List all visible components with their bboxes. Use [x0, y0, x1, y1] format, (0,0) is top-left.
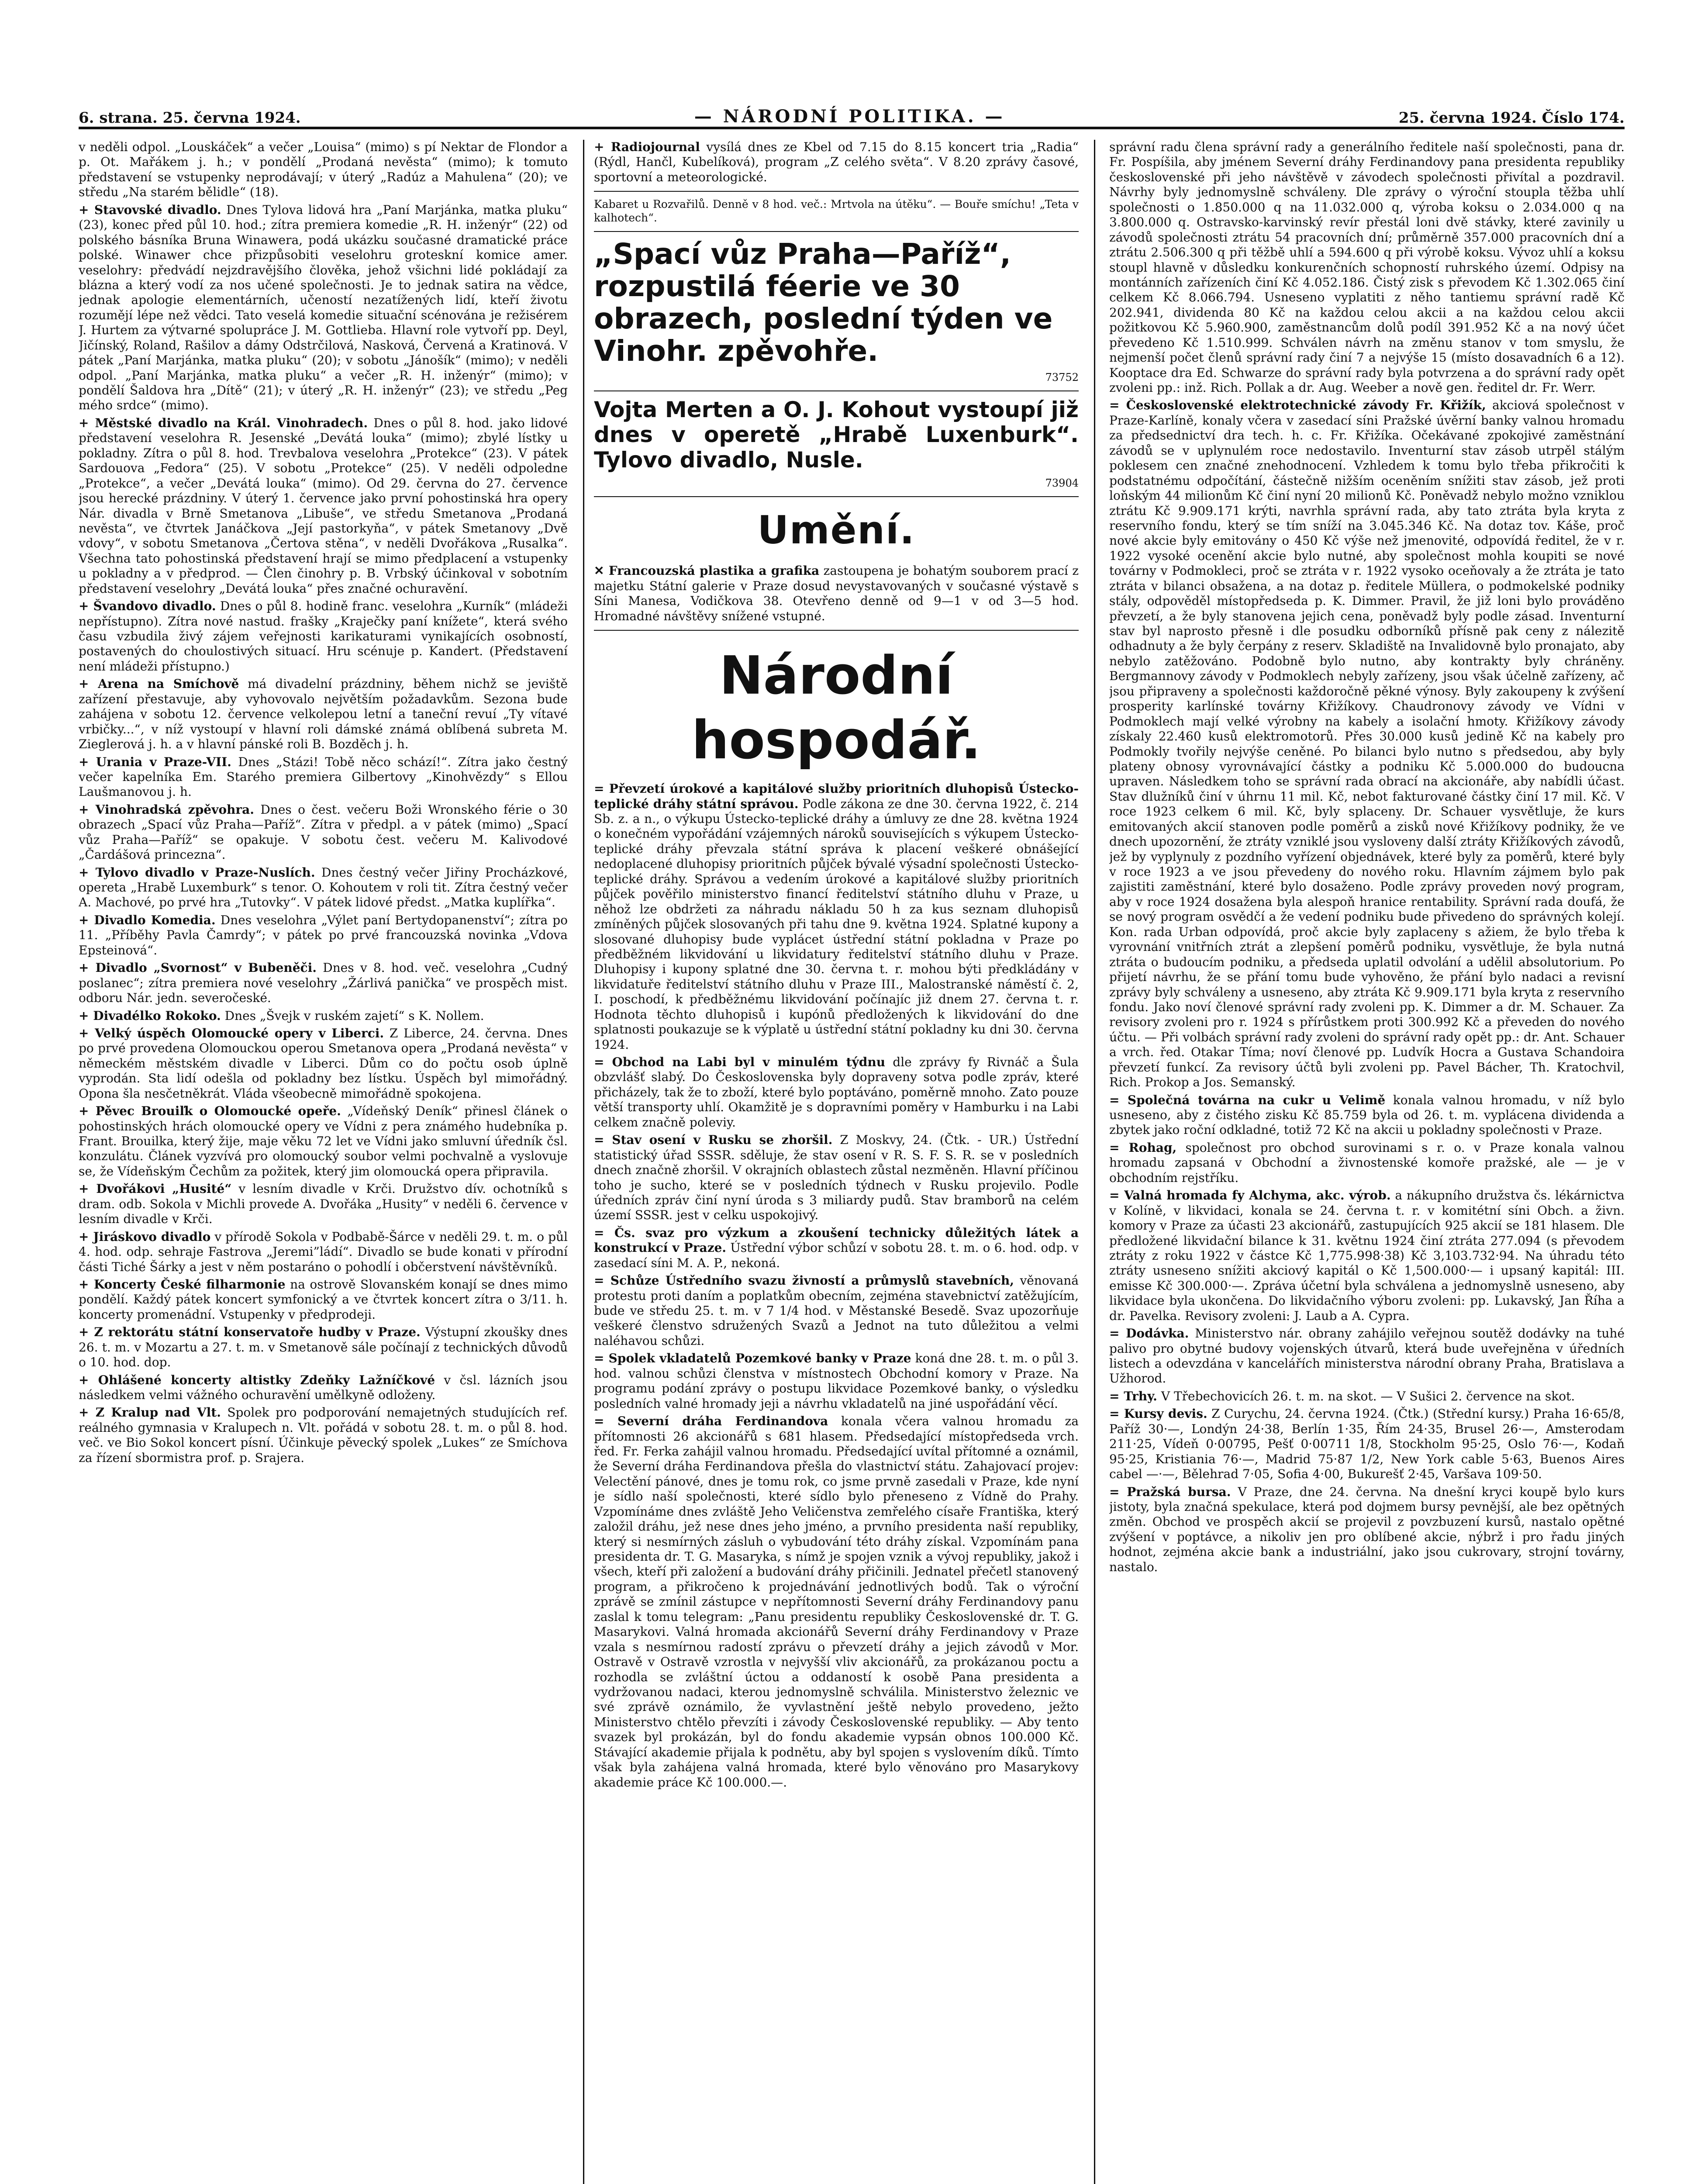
article-text: v čsl. lázních jsou následkem velmi vážného ochuravění umělkyně odloženy.: [79, 1372, 568, 1402]
article-paragraph: [79, 677, 568, 752]
section-title-economy: Národní hospodář.: [691, 645, 981, 771]
article-text: Dnes o půl 8. hodině franc. veselohra „Kurník“ (mládeži nepřístupno). Zítra nové nastud. frašky „Kraječky paní knížete“, která svého času vzbudila živý zájem veřejnosti karikaturami vynikajících osobností, postavených do choulostivých situací. Hru scénuje p. Kandert. (Představení není mládeži přístupno.): [79, 599, 568, 674]
article-paragraph: [79, 1373, 568, 1403]
article-text: a nákupního družstva čs. lékárnictva v Kolíně, v likvidaci, konala se 24. června t. r. v komitétní síni Obch. a živn. komory v Praze za účasti 23 akcionářů, zastupujících 925 akcií se 181 hlasem. Dle předložené likvidační bilance k 31. květnu 1924 činí ztráta 277.094 (s převodem ztráty z roku 1922 v částce Kč 1,775.998·38) Kč 3,103.732·94. Na úhradu této ztráty usneseno snížiti akciový kapitál o Kč 1,500.000·— i upsaný kapitál: III. emisse Kč 300.000·—. Zpráva účetní byla schválena a jednomyslně usneseno, aby likvidace byla ukončena. Do likvidačního výboru zvoleni: pp. Lukavský, Jan Říha a dr. Pavelka. Revisory zvoleni: J. Laub a A. Cypra.: [1109, 1188, 1625, 1323]
section-title-art: Umění.: [757, 507, 915, 553]
article-text: V Třebechovicích 26. t. m. na skot. — V Sušici 2. července na skot.: [1161, 1389, 1575, 1403]
column-economy-continued: [1109, 140, 1625, 2184]
article-text: v přírodě Sokola v Podbabě-Šárce v neděli 29. t. m. o půl 4. hod. odp. sehraje Fastrova „Jeremi”ládí“. Divadlo se bude konati v přírodní části Tiché Šárky a jest v něm postaráno o pohodlí i občerstvení návštěvníků.: [79, 1229, 568, 1274]
article-heading: + Radiojournal: [594, 140, 700, 154]
article-paragraph: [1109, 1406, 1625, 1482]
article-text: Spolek pro podporování nemajetných studujících ref. reálného gymnasia v Kralupech n. Vlt. pořádá v sobotu 28. t. m. o půl 8. hod. več. ve Bio Sokol koncert písní. Účinkuje pěvecký spolek „Lukes“ ze Smíchova za řízení sbormistra prof. p. Srajera.: [79, 1405, 568, 1465]
article-heading: + Pěvec Brouiľk o Olomoucké opeře.: [79, 1104, 341, 1119]
article-heading: + Arena na Smíchově: [79, 677, 239, 691]
column-middle: [594, 140, 1079, 2184]
article-text: správní radu člena správní rady a generálního ředitele naší společnosti, pana dr. Fr. Pospíšila, aby jménem Severní dráhy Ferdinandovy pana presidenta republiky československé při jeho návštěvě v závodech společnosti přivítal a pozdravil. Návrhy byly jednomyslně schváleny. Dle zprávy o výroční stoupla těžba uhlí společnosti o 1.850.000 q na 11.032.000 q, výroba koksu o 2.034.000 q na 3.800.000 q. Ostravsko-karvinský revír přestál loni dvě stávky, které zavinily u závodů společnosti ztrátu 54 pracovních dní; průměrně 357.000 pracovních dní a ztrátu 2.506.300 q při těžbě uhlí a 594.600 q při výrobě koksu. Vývoz uhlí a koksu stoupl hlavně v důsledku konkurenčních schopností ruhrského území. Odpisy na montánních zařízeních činí Kč 4.052.186. Čistý zisk s převodem Kč 1.302.065 činí celkem Kč 8.066.794. Usneseno vyplatiti z něho tantiemu správní radě Kč 202.941, dividenda 80 Kč na každou celou akcii a na každou celou akcii požitkovou Kč 5.960.900, zaměstnancům dolů podíl 391.952 Kč a na nový účet převedeno Kč 1.510.999. Schválen návrh na změnu stanov v tom smyslu, že nejmenší počet členů správní rady činí 7 a nejvýše 15 (místo dosavadních 6 a 12). Kooptace dra Ed. Schwarze do správní rady byla potvrzena a do správní rady opět zvoleni pp.: inž. Rich. Pollak a dr. Aug. Weeber a nově gen. ředitel dr. Fr. Werr.: [1109, 140, 1625, 395]
divider: [594, 630, 1079, 631]
article-heading: = Pražská bursa.: [1109, 1484, 1231, 1499]
article-paragraph: [1109, 1188, 1625, 1324]
article-text: Dnes veselohra „Výlet paní Bertydopanenství“; zítra po 11. „Příběhy Pavla Čamrdy“; v pátek po prvé francouzská novinka „Vdova Epsteinová“.: [79, 912, 568, 957]
article-heading: = Severní dráha Ferdinandova: [594, 1414, 828, 1429]
article-paragraph: [1109, 1140, 1625, 1185]
article-paragraph: [79, 599, 568, 674]
article-text: Z Curychu, 24. června 1924. (Čtk.) (Střední kursy.) Praha 16·65/8, Paříž 30·—, Londýn 24·38, Berlín 1·35, Řím 24·35, Brusel 26·—, Amsterodam 211·25, Vídeň 0·00795, Pešť 0·00711 1/8, Stockholm 95·25, Oslo 76·—, Kodaň 95·25, Kristiania 76·—, Madrid 75·87 1/2, New York cable 5·63, Buenos Aires cabel —·—, Bělehrad 7·05, Sofia 4·00, Bukurešť 2·45, Varšava 109·50.: [1109, 1406, 1625, 1482]
column-rule: [583, 140, 584, 2184]
article-heading: + Urania v Praze-VII.: [79, 754, 231, 769]
article-paragraph: [79, 1104, 568, 1179]
advertisement-operetta: Vojta Merten a O. J. Kohout vystoupí již dnes v operetě „Hrabě Luxenburk“. Tylovo divadlo, Nusle.: [594, 397, 1079, 473]
article-heading: + Vinohradská zpěvohra.: [79, 802, 255, 817]
article-paragraph: [594, 1055, 1079, 1130]
radio-news: [594, 140, 1079, 185]
article-paragraph: [594, 1414, 1079, 1790]
article-text: Podle zákona ze dne 30. června 1922, č. 214 Sb. z. a n., o výkupu Ústecko-teplické dráhy a úmluvy ze dne 28. května 1924 o konečném vypořádání vzájemných nároků souvisejících s výkupem Ústecko-teplické dráhy převzala státní správa k placení veškeré obnášející nedoplacené dluhopisy prioritních půjček bývalé výsadní společnosti Ústecko-teplické dráhy. Správou a vedením úrokové a kapitálové služby prioritních půjček pověřilo ministerstvo financí ředitelství státního dluhu v Praze, u něhož lze obdržeti za náhradu nákladu 50 h za kus seznam dluhopisů zmíněných půjček slosovaných při tahu dne 9. května 1924. Splatné kupony a slosované dluhopisy bude vyplácet ústřední státní pokladna v Praze po předběžném likvidování u likvidatury ředitelství státního dluhu v Praze. Dluhopisy i kupony splatné dne 30. června t. r. mohou býti předkládány v likvidatuře ředitelství státního dluhu v Praze III., Malostranské náměstí č. 2, I. poschodí, k předběžnému likvidování počínajíc již dnem 27. června t. r. Hodnota těchto dluhopisů i kupónů předložených k likvidování do dne splatnosti poukazuje se k výplatě u ústřední státní pokladny ku dni 30. června 1924.: [594, 796, 1079, 1052]
article-heading: + Jiráskovo divadlo: [79, 1229, 211, 1244]
article-text: zastoupena je bohatým souborem prací z majetku Státní galerie v Praze dosud nevystavovaných v současné výstavě s Síni Manesa, Vodičkova 38. Otevřeno denně od 9—1 v od 3—5 hod. Hromadné návštěvy snížené vstupné.: [594, 563, 1079, 623]
article-heading: + Divadélko Rokoko.: [79, 1008, 221, 1023]
article-text: v neděli odpol. „Louskáček“ a večer „Louisa“ (mimo) s pí Nektar de Flondor a p. Ot. Mařákem j. h.; v pondělí „Prodaná nevěsta“ (mimo); k tomuto představení se vstupenky neprodávají; v úterý „Radúz a Mahulena“ (20); ve středu „Na starém bělidle“ (18).: [79, 140, 568, 200]
article-heading: + Divadlo „Svornost“ v Bubeněči.: [79, 961, 317, 975]
article-text: dle zprávy fy Rivnáč a Šula obzvlášť slabý. Do Československa byly dopraveny sotva podle zpráv, které přicházely, tak že to zboží, které bylo poptáváno, poměrně mnoho. Zato pouze větší transporty uhlí. Okamžitě je s dopravními poměry v Hamburku i na Labi celkem značně poleviy.: [594, 1055, 1079, 1130]
article-heading: + Tylovo divadlo v Praze-Nuslích.: [79, 865, 315, 880]
article-paragraph: [79, 865, 568, 910]
article-paragraph: [594, 140, 1079, 185]
article-text: společnost pro obchod surovinami s r. o. v Praze konala valnou hromadu zapsaná v Obchodní a živnostenské komoře pražské, ale — je v obchodním rejstříku.: [1109, 1140, 1625, 1185]
divider: [594, 231, 1079, 232]
article-text: Ministerstvo nár. obrany zahájilo veřejnou soutěž dodávky na tuhé palivo pro obytné budovy vojenských útvarů, která bude uveřejněna v úředních listech a odevzdána v kancelářích ministerstva národní obrany Praha, Bratislava a Užhorod.: [1109, 1326, 1625, 1386]
article-heading: + Stavovské divadlo.: [79, 202, 221, 217]
article-paragraph: [1109, 398, 1625, 1090]
article-text: Dnes o půl 8. hod. jako lidové představení veselohra R. Jesenské „Devátá louka“ (mimo); zbylé lístky u pokladny. Zítra o půl 8. hod. Trevbalova veselohra „Protekce“ (23). V pátek Sardouova „Fedora“ (25). V sobotu „Protekce“ (25). V neděli odpoledne „Protekce“, a večer „Devátá louka“ (mimo). Od 29. června do 27. července jsou herecké prázdniny. V úterý 1. července jako první pohostinská hra opery Nár. divadla v Brně Smetanova „Libuše“, ve středu Smetanova „Prodaná nevěsta“, ve čtvrtek Janáčkova „Její pastorkyňa“, v pátek Smetanovy „Dvě vdovy“, v sobotu Smetanova „Čertova stěna“, v neděli Dvořákova „Rusalka“. Všechna tato pohostinská představení hrají se mimo předplacení a vstupenky u pokladny a v předprod. — Člen činohry p. B. Vrbský účinkoval v sobotním představení veselohry „Devátá louka“ přes značné ochuravění.: [79, 415, 568, 596]
article-heading: = Valná hromada fy Alchyma, akc. výrob.: [1109, 1188, 1391, 1203]
article-heading: + Divadlo Komedia.: [79, 912, 216, 927]
article-paragraph: [79, 1009, 568, 1023]
article-text: konala včera valnou hromadu za přítomnosti 26 akcionářů s 681 hlasem. Předsedající místopředseda vrch. řed. Fr. Ferka zahájil valnou hromadu. Předsedající uvítal přítomné a oznámil, že Severní dráha Ferdinandova přešla do vlastnictví státu. Zahajovací projev: Velectění pánové, dnes je tomu rok, co jsme prvně zasedali v Praze, kde nyní je sídlo naší společnosti, které sídlo bylo přeneseno z Vídně do Prahy. Vzpomínáme dnes zvláště Jeho Veličenstva zemřelého císaře Františka, který založil dráhu, jež nese dnes jeho jméno, a prvního presidenta naší republiky, který si nesmírných zásluh o vybudování této dráhy získal. Vzpomínám pana presidenta dr. T. G. Masaryka, s nímž je spojen vznik a vývoj republiky, jakož i všech, kteří při založení a budování dráhy přičinili. Jednatel přečetl stanovený program, a přikročeno k projednávání jednotlivých bodů. Tak o výroční zprávě se zmínil zástupce v nepřítomnosti Severní dráhy Ferdinandovy panu zaslal k tomu telegram: „Panu presidentu republiky Československé dr. T. G. Masarykovi. Valná hromada akcionářů Severní dráhy Ferdinandovy v Praze vzala s nesmírnou radostí zprávu o převzetí dráhy a jejich závodů v Mor. Ostravě v Ostravě vzrostla v nejvyšší vliv akcionářů, za prokázanou poctu a rozhodla se zvláštní úctou a oddaností k osobě Pana presidenta a vydržovanou nadaci, kterou jednomyslně schválila. Ministerstvo železnic ve své zprávě oznámilo, že vyvlastnění ještě nebylo provedeno, ježto Ministerstvo chtělo převzíti i závody Československé republiky. — Aby tento svazek byl prokázán, byl do fondu akademie vypsán obnos 100.000 Kč. Stávající akademie přijala k podnětu, aby byl spojen s vyslovením díků. Tímto však byla zahájena valná hromada, které bylo věnováno pro Masarykovy akademie práce Kč 100.000.—.: [594, 1414, 1079, 1790]
article-text: Dnes čestný večer Jiřiny Procházkové, opereta „Hrabě Luxemburk“ s tenor. O. Kohoutem v roli tit. Zítra čestný večer A. Machové, po prvé hra „Tutovky“. V pátek lidové předst. „Matka kuplířka“.: [79, 865, 568, 910]
article-paragraph: [79, 1405, 568, 1465]
article-heading: = Československé elektrotechnické závody Fr. Křižík,: [1109, 398, 1486, 413]
article-text: konala valnou hromadu, v níž bylo usneseno, aby z čistého zisku Kč 85.759 byla od 26. t. m. vyplácena dividenda a zbytek jako roční odkladné, totiž 72 Kč na akcii u pokladny společnosti v Praze.: [1109, 1092, 1625, 1137]
article-paragraph: [594, 563, 1079, 624]
article-text: Dnes v 8. hod. več. veselohra „Cudný poslanec“; zítra premiera nové veselohry „Žárlivá panička“ ve prospěch mist. odboru Nár. jedn. severočeské.: [79, 961, 568, 1006]
article-heading: + Z rektorátu státní konservatoře hudby v Praze.: [79, 1325, 421, 1340]
column-theatre-news: [79, 140, 568, 2184]
article-heading: + Velký úspěch Olomoucké opery v Liberci.: [79, 1026, 384, 1040]
article-text: věnovaná protestu proti daním a poplatkům obecním, zejména stavebnictví zatěžujícím, bude ve středu 25. t. m. v 7 1/4 hod. v Městanské Besedě. Svaz upozorňuje veškeré členstvo sdružených Svazů a Jednot na tuto důležitou a velmi naléhavou schůzi.: [594, 1273, 1079, 1348]
article-heading: = Stav osení v Rusku se zhoršil.: [594, 1133, 833, 1147]
article-text: na ostrově Slovanském konají se dnes mimo pondělí. Každý pátek koncert symfonický a ve čtvrtek koncert zítra o 3/11. h. koncerty promenádní. Vstupenky v předprodeji.: [79, 1277, 568, 1322]
article-paragraph: [594, 1273, 1079, 1348]
article-heading: = Obchod na Labi byl v minulém týdnu: [594, 1055, 886, 1070]
divider: [594, 496, 1079, 497]
article-paragraph: [594, 781, 1079, 1052]
article-text: Ústřední výbor schůzí v sobotu 28. t. m. o 6. hod. odp. v zasedací síni M. A. P., nekoná.: [594, 1241, 1079, 1270]
article-heading: = Rohag,: [1109, 1140, 1177, 1155]
article-paragraph: [79, 1325, 568, 1370]
article-paragraph: [79, 1182, 568, 1227]
article-paragraph: [79, 755, 568, 800]
article-text: akciová společnost v Praze-Karlíně, konaly včera v zasedací síni Pražské úvěrní banky valnou hromadu za předsednictví dra tech. h. c. Fr. Křižíka. Očekávané zpokojivé zaměstnání závodů se v uplynulém roce nedostavilo. Inventurní stav zásob utrpěl stálým poklesem cen značné znehodnocení. Vzhledem k tomu bylo třeba přikročiti k podstatnému odpočítání, částečně nižším oceněním snížiti stav zásob, jež proti loňským 44 milionům Kč činí nyní 20 milionů Kč. Poněvadž nebylo možno vzniklou ztrátu Kč 9.909.171 krýti, navrhla správní rada, aby tato ztráta byla kryta z reservního fondu, který se tím sníží na 3.045.346 Kč. Na dotaz tov. Káše, proč nové akcie byly emitovány o 450 Kč výše než jmenovité, odpovídá ředitel, že v r. 1922 vysoké ocenění akcie bylo nutné, aby společnost mohla koupiti se nové továrny v Podmokleci, proč se ztráta v r. 1922 vysoko oceňovaly a že ztráta je tato ztráta v bilanci obsažena, a na dotaz p. ředitele Müllera, o podmokelské podniky stály, odpověděl místopředseda p. K. Dimmer. Pravil, že již loni bylo prováděno převzetí, a že byly stanovena jejich cena, poněvadž byly podle zásad. Inventurní stav byl naprosto přesně i dle posudku odborníků přísně pak ceny z nálezitě odhadnuty a že byly čerpány z reserv. Skladiště na Invalidovně bylo pronajato, aby nebylo zatěžováno. Podobně bylo nutno, aby kontrakty byly chráněny. Bergmannovy závody v Podmoklech nebyly zařízeny, jsou však účelně zařízeny, ač jsou připraveny a společnosti každoročně pěkné výnosy. Byly zakoupeny k zvýšení prosperity karlínské továrny Křižíkovy. Chaudronovy závody ve Vídni v Podmoklech mají velké výrobny na kabely a isolační hmoty. Křižíkovy závody získaly 22.460 kusů elektromotorů. Přes 30.000 kusů jedině Kč na kabely pro Podmokly tvořily nejvýše ceněné. Po bilanci bylo nutno s předsedou, aby byly plateny obnosy vyrovnávající částky a podniku Kč 5.000.000 do budoucna upraven. Následkem toho se správní rada obrací na akcionáře, aby nabídli účast. Stav dlužníků činí v úhrnu 11 mil. Kč, nebot fakturované částky činí 17 mil. Kč. V roce 1923 celkem 6 mil. Kč, byly splaceny. Dr. Schauer vysvětluje, že kurs emitovaných akcií stanoven podle poměrů a zisků nové Křižíkovy podniky, že ve dnech upozornění, že ztráty vzniklé jsou vysloveny další ztráty Křižíkových závodů, jež by vyplynuly z pozdního vyřízení objednávek, které byly za poměrů, které byly v roce 1923 a ve jsou převedeny do nového roku. Hlavním zájmem bylo pak zajistiti zaměstnání, které bylo dosaženo. Podle zprávy proveden nový program, aby v roce 1924 dosažena byla alespoň hranice rentability. Správní rada doufá, že se nový program osvědčí a že vedení podniku bude přivedeno do správných kolejí. Kon. rada Urban odpovídá, proč akcie byly zaplaceny s ažiem, že bylo třeba k vyrovnání vnitřních ztrát a zlepšení poměrů podniku, vysvětluje, že byla nutná ztráta o budoucím podniku, a předseda uplatil odvolání a udělil absolutorium. Po přijetí návrhu, že se přání tomu bude vyhověno, že přání bylo nadaci a revisní zprávy byly schváleny a usneseno, aby ztráta Kč 9.909.171 byla kryta z reservního fondu. Jako noví členové správní rady zvoleni pp. K. Dimmer a dr. M. Schauer. Za revisory zvoleni pro r. 1924 s přírůstkem proti 300.992 Kč a převeden do nového účtu. — Při volbách správní rady zvoleni do správní rady opět pp.: dr. Ant. Schauer a vrch. řed. Otakar Tíma; noví členové pp. Ludvík Hocra a Gustava Schandoira převzetí funkcí. Za revisory účtů byli zvoleni pp. Pavel Bácher, Th. Kratochvil, Rich. Prokop a Jos. Semanský.: [1109, 398, 1625, 1090]
article-paragraph: [594, 1351, 1079, 1411]
header-right: 25. června 1924. Číslo 174.: [1398, 109, 1625, 127]
article-heading: = Spolek vkladatelů Pozemkové banky v Praze: [594, 1351, 911, 1366]
article-paragraph: [1109, 1485, 1625, 1575]
art-news: [594, 563, 1079, 624]
article-text: Z Liberce, 24. června. Dnes po prvé provedena Olomouckou operou Smetanova opera „Prodaná nevěsta“ v německém městském divadle v Liberci. Dům co do počtu osob úplně vyprodán. Sta lidí odešla od pokladny bez lístku. Úspěch byl mimořádný. Opona šla nesčetněkrát. Vláda všeobecně mimořádně spokojena.: [79, 1026, 568, 1101]
article-paragraph: [594, 1133, 1079, 1223]
article-paragraph: [79, 203, 568, 413]
article-paragraph: [79, 961, 568, 1006]
article-paragraph: [79, 140, 568, 200]
article-text: koná dne 28. t. m. o půl 3. hod. valnou schůzi členstva v místnostech Obchodní komory v Praze. Na programu podání zprávy o postupu likvidace Pozemkové banky, o výsledku posledních valné hromady jeji a návrhu vkladatelů na jiné uspořádání věcí.: [594, 1351, 1079, 1411]
article-heading: + Švandovo divadlo.: [79, 599, 216, 614]
article-heading: = Trhy.: [1109, 1389, 1157, 1403]
article-heading: ✕ Francouzská plastika a grafika: [594, 563, 820, 578]
article-paragraph: [79, 1277, 568, 1322]
article-text: Dnes Tylova lidová hra „Paní Marjánka, matka pluku“ (23), konec před půl 10. hod.; zítra premiera komedie „R. H. inženýr“ (22) od polského básníka Bruna Winawera, podá ukázku současné dramatické práce polské. Winawer chce přizpůsobiti veselohru groteskní komice amer. veselohry: předvádí nejzdravějšího člověka, jehož všichni lidé pokládají za blázna a který vodí za nos učené společnosti. Je to jednak satira na vědce, jednak apologie elementárních, učeností nezatížených lidí, kteří životu rozumějí lépe než vědci. Tato veselá komedie situační scénována je režisérem J. Hurtem za výtvarné spolupráce J. M. Gottlieba. Hlavní role vytvoří pp. Deyl, Jičínský, Roland, Rašilov a dámy Odstrčilová, Nasková, Červená a Kratinová. V pátek „Paní Marjánka, matka pluku“ (20); v sobotu „Jánošík“ (mimo); v neděli odpol. „Paní Marjánka, matka pluku“ a večer „R. H. inženýr“ (mimo); v pondělí Šaldova hra „Dítě“ (21); v úterý „R. H. inženýr“ (23); ve středu „Peg mého srdce“ (mimo).: [79, 202, 568, 413]
article-heading: = Kursy devis.: [1109, 1406, 1207, 1421]
article-heading: = Společná továrna na cukr u Velimě: [1109, 1092, 1386, 1107]
article-heading: + Dvořákovi „Husité“: [79, 1182, 232, 1196]
article-paragraph: [594, 1226, 1079, 1271]
article-text: „Vídeňský Deník“ přinesl článek o pohostinských hrách olomoucké opery ve Vídni z pera známého hudebníka p. Frant. Brouilka, který žije, maje věku 72 let ve Vídni jako smluvní úředník čsl. konzulátu. Článek vyzvívá pro olomoucký soubor velmi pochvalně a vyslovuje se, že Vídeňským Čechům za požitek, který jim olomoucká opera připravila.: [79, 1104, 568, 1178]
article-heading: = Schůze Ústředního svazu živností a průmyslů stavebních,: [594, 1273, 1014, 1288]
ad-number: 73904: [1045, 477, 1079, 490]
article-text: Z Moskvy, 24. (Čtk. - UR.) Ústřední statistický úřad SSSR. sděluje, že stav osení v R. S. F. S. R. se v posledních dnech značně zhoršil. V okrajních oblastech zůstal nezměněn. Hlavní příčinou toho je sucho, které se v posledních týdnech v Rusku projevilo. Podle úředních zpráv činí nyní úroda s 3 miliardy pudů. Stav bramborů na celém území SSSR. jest v celku uspokojivý.: [594, 1133, 1079, 1223]
article-paragraph: [79, 1230, 568, 1275]
advertisement-sleeping-car: „Spací vůz Praha—Paříž“, rozpustilá féerie ve 30 obrazech, poslední týden ve Vinohr. zpěvohře.: [594, 237, 1053, 368]
article-heading: = Dodávka.: [1109, 1326, 1189, 1341]
article-paragraph: [79, 802, 568, 863]
divider: [594, 390, 1079, 391]
header-left: 6. strana. 25. června 1924.: [79, 109, 301, 127]
article-heading: = Čs. svaz pro výzkum a zkoušení technicky důležitých látek a konstrukcí v Praze.: [594, 1225, 1079, 1255]
article-text: Dnes o čest. večeru Boži Wronského férie o 30 obrazech „Spací vůz Praha—Paříž“. Zítra v předpl. a v pátek (mimo) „Spací vůz Praha—Paříž“ se opakuje. V sobotu čest. večeru M. Kalivodové „Čardášová princezna“.: [79, 802, 568, 862]
article-text: má divadelní prázdniny, během nichž se jeviště zařízení přestavuje, aby vyhovovalo největším požadavkům. Sezona bude zahájena v sobotu 12. července velkolepou letní a taneční revuí „Ty vítavé vrbičky...“, v níž vystoupí v hlavní roli dámské známá oblíbená subreta M. Zieglerová j. h. a v hlavní pánské roli B. Bozděch j. h.: [79, 677, 568, 752]
article-text: vysílá dnes ze Kbel od 7.15 do 8.15 koncert tria „Radia“ (Rýdl, Hančl, Kubelíková), program „Z celého světa“. V 8.20 zprávy časové, sportovní a meteorologické.: [594, 140, 1079, 184]
article-heading: = Převzetí úrokové a kapitálové služby prioritních dluhopisů Ústecko-teplické dráhy státní správou.: [594, 781, 1079, 811]
article-text: v lesním divadle v Krči. Družstvo dív. ochotníků s dram. odb. Sokola v Michli provede A. Dvořáka „Husity“ v neděli 6. července v lesním divadle v Krči.: [79, 1182, 568, 1227]
column-rule: [1094, 140, 1095, 2184]
article-text: Dnes „Stázi! Tobě něco schází!“. Zítra jako čestný večer kapelníka Em. Starého premiera Gilbertovy „Kinohvězdy“ s Ellou Laušmanovou j. h.: [79, 754, 568, 799]
article-text: Výstupní zkoušky dnes 26. t. m. v Mozartu a 27. t. m. v Smetanově sále počínají z technických důvodů o 10. hod. dop.: [79, 1325, 568, 1370]
ad-number: 73752: [1045, 371, 1079, 384]
article-heading: + Koncerty České filharmonie: [79, 1277, 286, 1292]
page-header: [79, 87, 1625, 129]
article-heading: + Městské divadlo na Král. Vinohradech.: [79, 415, 368, 430]
divider: [594, 191, 1079, 192]
article-paragraph: [79, 416, 568, 596]
article-heading: + Z Kralup nad Vlt.: [79, 1405, 221, 1420]
article-paragraph: [1109, 140, 1625, 395]
article-paragraph: [1109, 1389, 1625, 1404]
economy-news: [594, 781, 1079, 1790]
article-text: Dnes „Švejk v ruském zajetí“ s K. Nollem.: [224, 1008, 484, 1023]
masthead: — NÁRODNÍ POLITIKA. —: [694, 106, 1005, 127]
cabaret-notice: Kabaret u Rozvařilů. Denně v 8 hod. več.: Mrtvola na útěku“. — Bouře smíchu! „Teta v kalhotech“.: [594, 198, 1079, 225]
article-paragraph: [1109, 1093, 1625, 1138]
article-text: V Praze, dne 24. června. Na dnešní kryci koupě bylo kurs jistoty, byla značná spekulace, která pod dojmem bursy pevnější, ale bez opětných změn. Obchod ve prospěch akcií se projevil z povzbuzení kursů, nastalo opětné zvýšení v poptávce, a nikoliv jen pro oblíbené akcie, nýbrž i pro řadu jiných hodnot, zejména akcie bank a industriální, jako jsou cukrovary, strojní továrny, nastalo.: [1109, 1484, 1625, 1574]
article-paragraph: [1109, 1326, 1625, 1386]
article-heading: + Ohlášené koncerty altistky Zdeňky Lažníčkové: [79, 1372, 435, 1387]
article-paragraph: [79, 913, 568, 958]
article-paragraph: [79, 1026, 568, 1101]
